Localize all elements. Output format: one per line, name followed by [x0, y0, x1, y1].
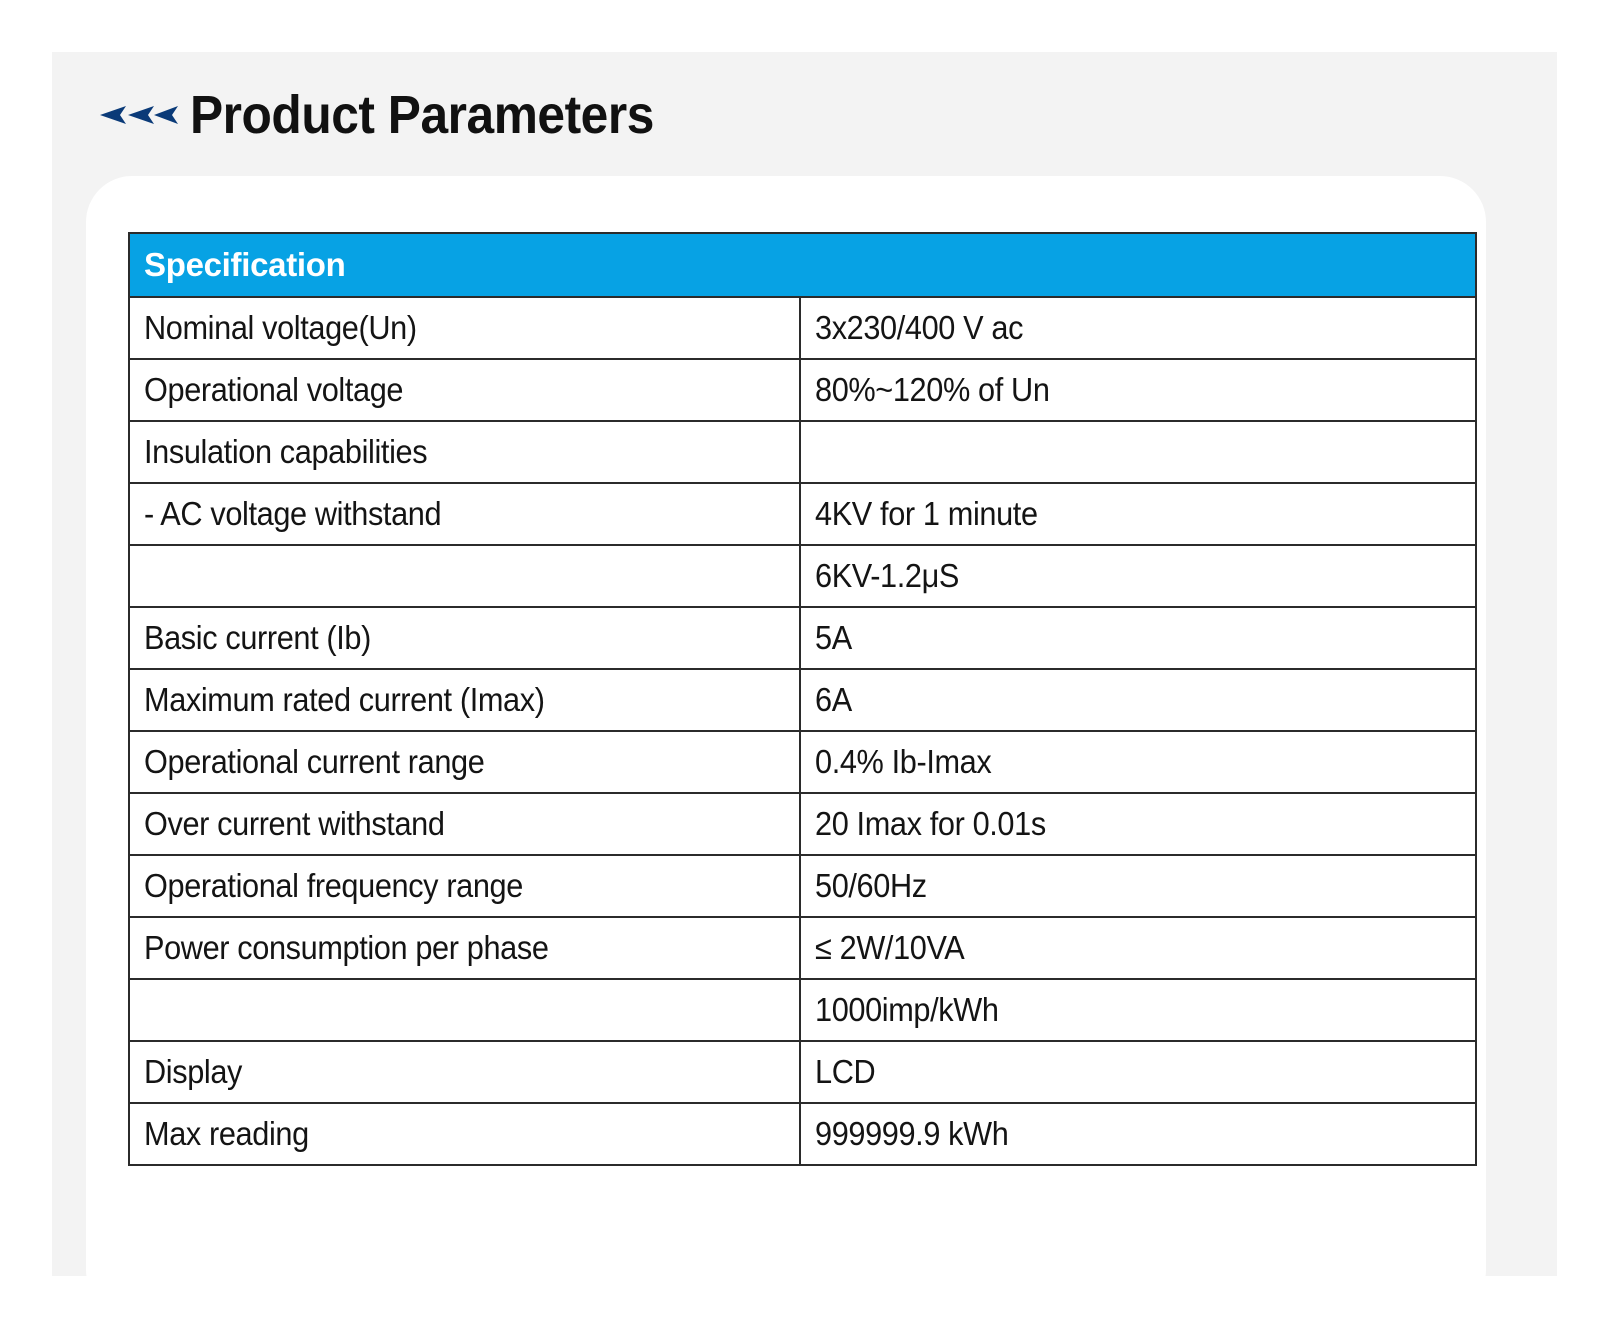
param-label-cell	[129, 297, 800, 359]
param-label: Display	[144, 1053, 243, 1090]
param-value-cell	[800, 483, 1476, 545]
param-value: 4KV for 1 minute	[815, 495, 1038, 532]
param-value: 5A	[815, 619, 852, 656]
page-panel	[52, 52, 1557, 1276]
table-row	[129, 297, 1476, 359]
param-value: ≤ 2W/10VA	[815, 929, 965, 966]
section-heading	[98, 80, 694, 150]
table-row	[129, 1103, 1476, 1165]
param-label: Power consumption per phase	[144, 929, 549, 966]
param-label: Max reading	[144, 1115, 309, 1152]
specification-table	[128, 232, 1477, 1166]
param-label-cell	[129, 1103, 800, 1165]
param-value: 20 Imax for 0.01s	[815, 805, 1046, 842]
table-header-row	[129, 233, 1476, 297]
param-label-cell	[129, 669, 800, 731]
spec-card	[86, 176, 1486, 1316]
param-label-cell	[129, 917, 800, 979]
param-label-cell	[129, 793, 800, 855]
param-value: 80%~120% of Un	[815, 371, 1050, 408]
param-value-cell	[800, 359, 1476, 421]
param-value-cell	[800, 979, 1476, 1041]
table-row	[129, 607, 1476, 669]
param-label: Operational current range	[144, 743, 485, 780]
table-body	[129, 297, 1476, 1165]
param-value-cell	[800, 855, 1476, 917]
table-header: Specification	[129, 233, 1476, 297]
param-value: 6KV-1.2μS	[815, 557, 960, 594]
table-row	[129, 483, 1476, 545]
triple-chevron-left-icon	[98, 100, 180, 130]
param-label: Operational voltage	[144, 371, 404, 408]
table-row	[129, 359, 1476, 421]
param-value-cell	[800, 1041, 1476, 1103]
param-label: Operational frequency range	[144, 867, 523, 904]
table-row	[129, 669, 1476, 731]
param-value: LCD	[815, 1053, 876, 1090]
param-label: Over current withstand	[144, 805, 445, 842]
table-row	[129, 793, 1476, 855]
table-row	[129, 979, 1476, 1041]
table-row	[129, 855, 1476, 917]
page-title: Product Parameters	[190, 85, 654, 145]
param-label-cell	[129, 607, 800, 669]
param-label: Maximum rated current (Imax)	[144, 681, 545, 718]
param-value-cell	[800, 545, 1476, 607]
param-value-cell	[800, 421, 1476, 483]
table-row	[129, 917, 1476, 979]
param-label: Basic current (Ib)	[144, 619, 371, 656]
param-value: 0.4% Ib-Imax	[815, 743, 992, 780]
param-label-cell	[129, 1041, 800, 1103]
param-label-cell	[129, 979, 800, 1041]
param-label-cell	[129, 545, 800, 607]
param-label: Insulation capabilities	[144, 433, 428, 470]
table-row	[129, 731, 1476, 793]
param-value-cell	[800, 669, 1476, 731]
param-label-cell	[129, 421, 800, 483]
param-label-cell	[129, 483, 800, 545]
param-value-cell	[800, 917, 1476, 979]
param-label-cell	[129, 359, 800, 421]
param-value-cell	[800, 731, 1476, 793]
param-value: 999999.9 kWh	[815, 1115, 1009, 1152]
param-value: 6A	[815, 681, 852, 718]
param-value: 50/60Hz	[815, 867, 927, 904]
param-value-cell	[800, 793, 1476, 855]
table-row	[129, 421, 1476, 483]
param-label-cell	[129, 855, 800, 917]
table-row	[129, 1041, 1476, 1103]
param-value-cell	[800, 607, 1476, 669]
param-label: - AC voltage withstand	[144, 495, 442, 532]
param-value: 3x230/400 V ac	[815, 309, 1024, 346]
param-value-cell	[800, 297, 1476, 359]
param-value-cell	[800, 1103, 1476, 1165]
table-row	[129, 545, 1476, 607]
param-label-cell	[129, 731, 800, 793]
param-label: Nominal voltage(Un)	[144, 309, 417, 346]
param-value: 1000imp/kWh	[815, 991, 999, 1028]
